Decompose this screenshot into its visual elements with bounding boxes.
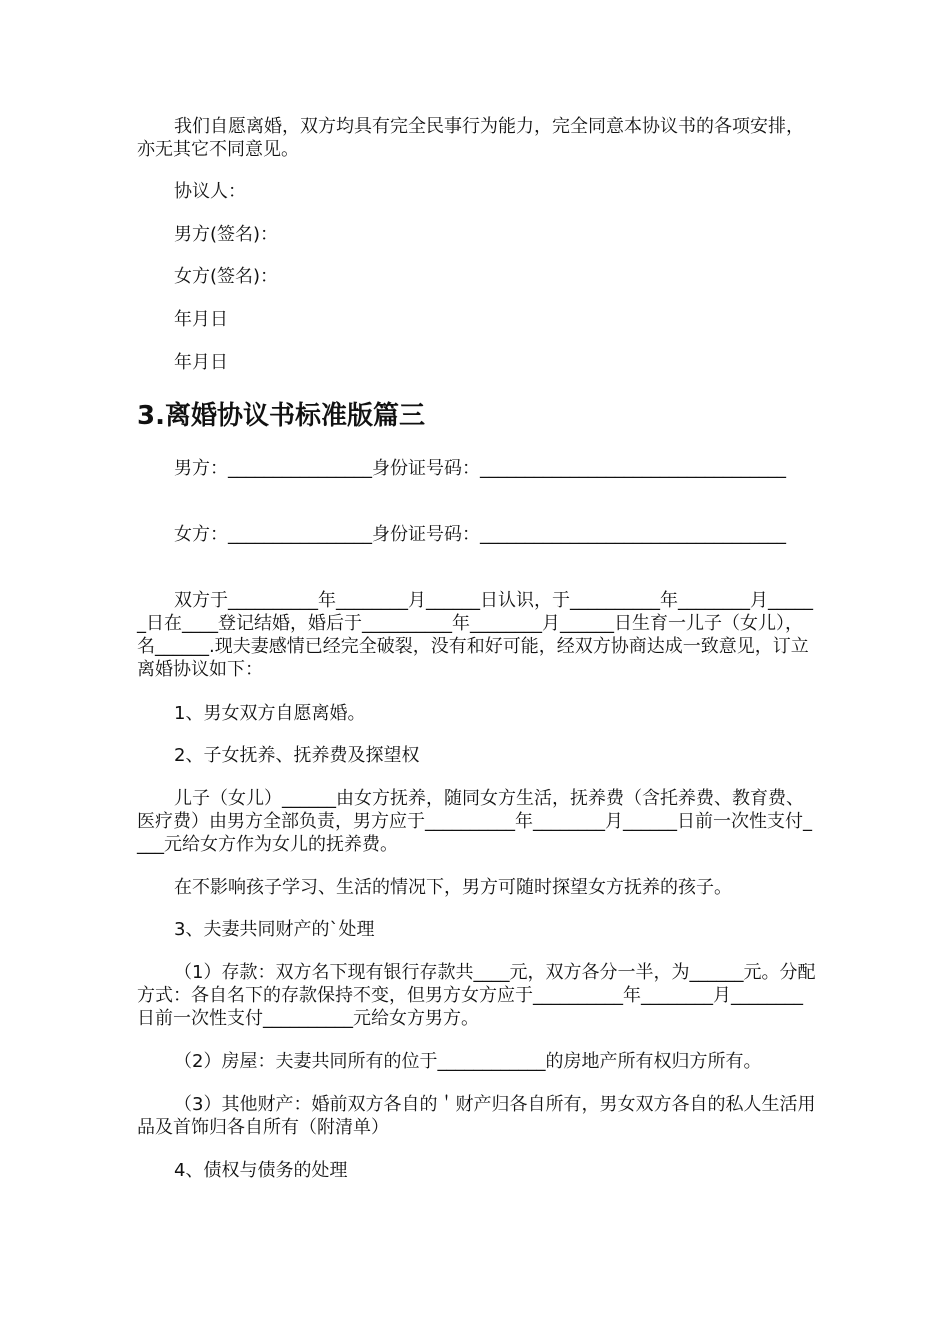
paragraph-female-id: 女方：________________身份证号码：__________________________________ <box>174 524 786 545</box>
paragraph-voluntary-divorce: 我们自愿离婚，双方均具有完全民事行为能力，完全同意本协议书的各项安排，亦无其它不同意见。 <box>137 116 804 160</box>
paragraph-marriage-info: 双方于__________年________月______日认识，于__________年________月______日在____登记结婚，婚后于__________年________月______日生育一儿子（女儿），名______.现夫妻感情已经完全破裂，没有和好可能，经双方协商达成一致意见，订立离婚协议如下： <box>137 590 813 680</box>
paragraph-item-4: 4、债权与债务的处理 <box>174 1160 348 1181</box>
paragraph-date-1: 年月日 <box>174 309 228 330</box>
paragraph-other-property: （3）其他财产：婚前双方各自的＇财产归各自所有，男女双方各自的私人生活用品及首饰归各自所有（附清单） <box>137 1094 816 1138</box>
paragraph-date-2: 年月日 <box>174 352 228 373</box>
paragraph-female-signature: 女方(签名)： <box>174 266 279 287</box>
paragraph-item-2: 2、子女抚养、抚养费及探望权 <box>174 745 420 766</box>
paragraph-child-custody: 儿子（女儿）______由女方抚养，随同女方生活，抚养费（含托养费、教育费、医疗费）由男方全部负责，男方应于__________年________月______日前一次性支付____元给女方作为女儿的抚养费。 <box>137 788 812 855</box>
paragraph-male-id: 男方：________________身份证号码：__________________________________ <box>174 458 786 479</box>
paragraph-deposits: （1）存款：双方名下现有银行存款共____元，双方各分一半，为______元。分配方式：各自名下的存款保持不变，但男方女方应于__________年________月________日前一次性支付__________元给女方男方。 <box>137 962 816 1029</box>
paragraph-visitation: 在不影响孩子学习、生活的情况下，男方可随时探望女方抚养的孩子。 <box>174 877 732 898</box>
paragraph-item-1: 1、男女双方自愿离婚。 <box>174 703 366 724</box>
paragraph-male-signature: 男方(签名)： <box>174 224 279 245</box>
section-heading: 3.离婚协议书标准版篇三 <box>137 401 425 431</box>
paragraph-item-3: 3、夫妻共同财产的`处理 <box>174 919 375 940</box>
paragraph-parties: 协议人： <box>174 181 246 202</box>
paragraph-house: （2）房屋：夫妻共同所有的位于____________的房地产所有权归方所有。 <box>174 1051 762 1072</box>
